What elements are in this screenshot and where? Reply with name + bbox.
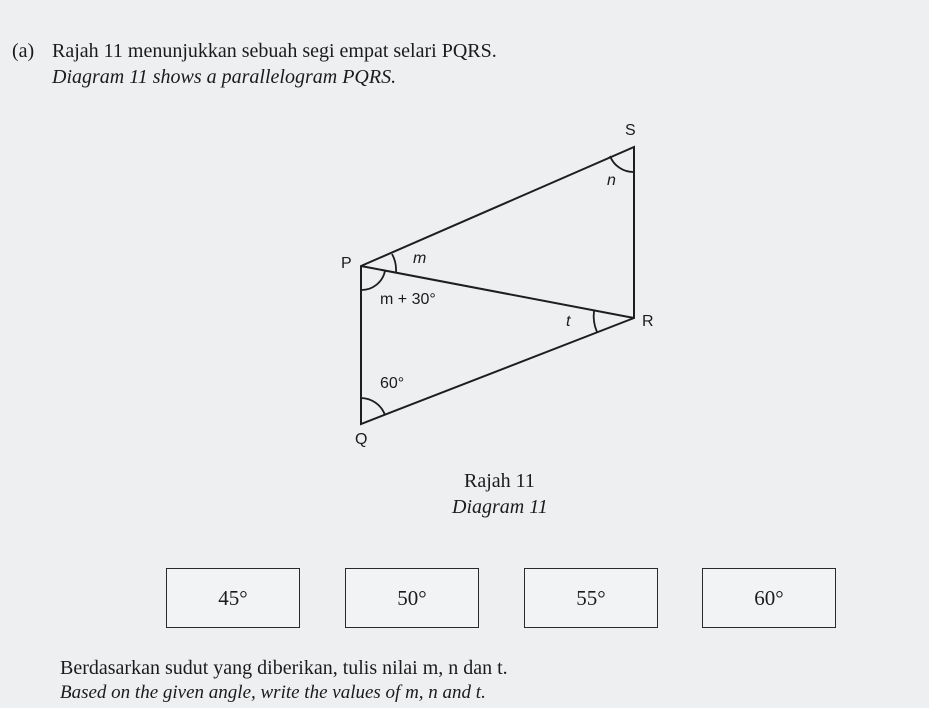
angle-arc-sixty [361, 398, 385, 415]
angle-arc-m [392, 254, 396, 272]
diagram-caption-malay: Rajah 11 [464, 470, 535, 492]
question-text-english: Diagram 11 shows a parallelogram PQRS. [52, 66, 397, 88]
angle-arc-t [594, 311, 597, 332]
vertex-label-p: P [341, 255, 352, 272]
vertex-label-s: S [625, 122, 636, 139]
question-text-malay: Rajah 11 menunjukkan sebuah segi empat selari PQRS. [52, 40, 497, 62]
option-box-55[interactable] [524, 568, 658, 628]
angle-arc-m-plus-30 [361, 271, 385, 290]
option-box-50[interactable] [345, 568, 479, 628]
vertex-label-r: R [642, 313, 654, 330]
option-value: 50° [397, 585, 427, 610]
option-box-60[interactable] [702, 568, 836, 628]
angle-label-sixty: 60° [380, 375, 405, 392]
instruction-malay: Berdasarkan sudut yang diberikan, tulis nilai m, n dan t. [60, 657, 508, 679]
option-value: 55° [576, 585, 606, 610]
diagram-caption-english: Diagram 11 [452, 496, 548, 518]
angle-label-n: n [607, 172, 616, 189]
instruction-english: Based on the given angle, write the values of m, n and t. [60, 682, 486, 703]
angle-label-m-plus-30: m + 30° [380, 291, 436, 308]
angle-label-m: m [413, 250, 427, 267]
angle-arc-n [610, 156, 634, 172]
option-box-45[interactable] [166, 568, 300, 628]
option-value: 45° [218, 585, 248, 610]
angle-label-t: t [566, 313, 571, 330]
vertex-label-q: Q [355, 431, 368, 448]
question-label: (a) [12, 40, 35, 62]
option-value: 60° [754, 585, 784, 610]
